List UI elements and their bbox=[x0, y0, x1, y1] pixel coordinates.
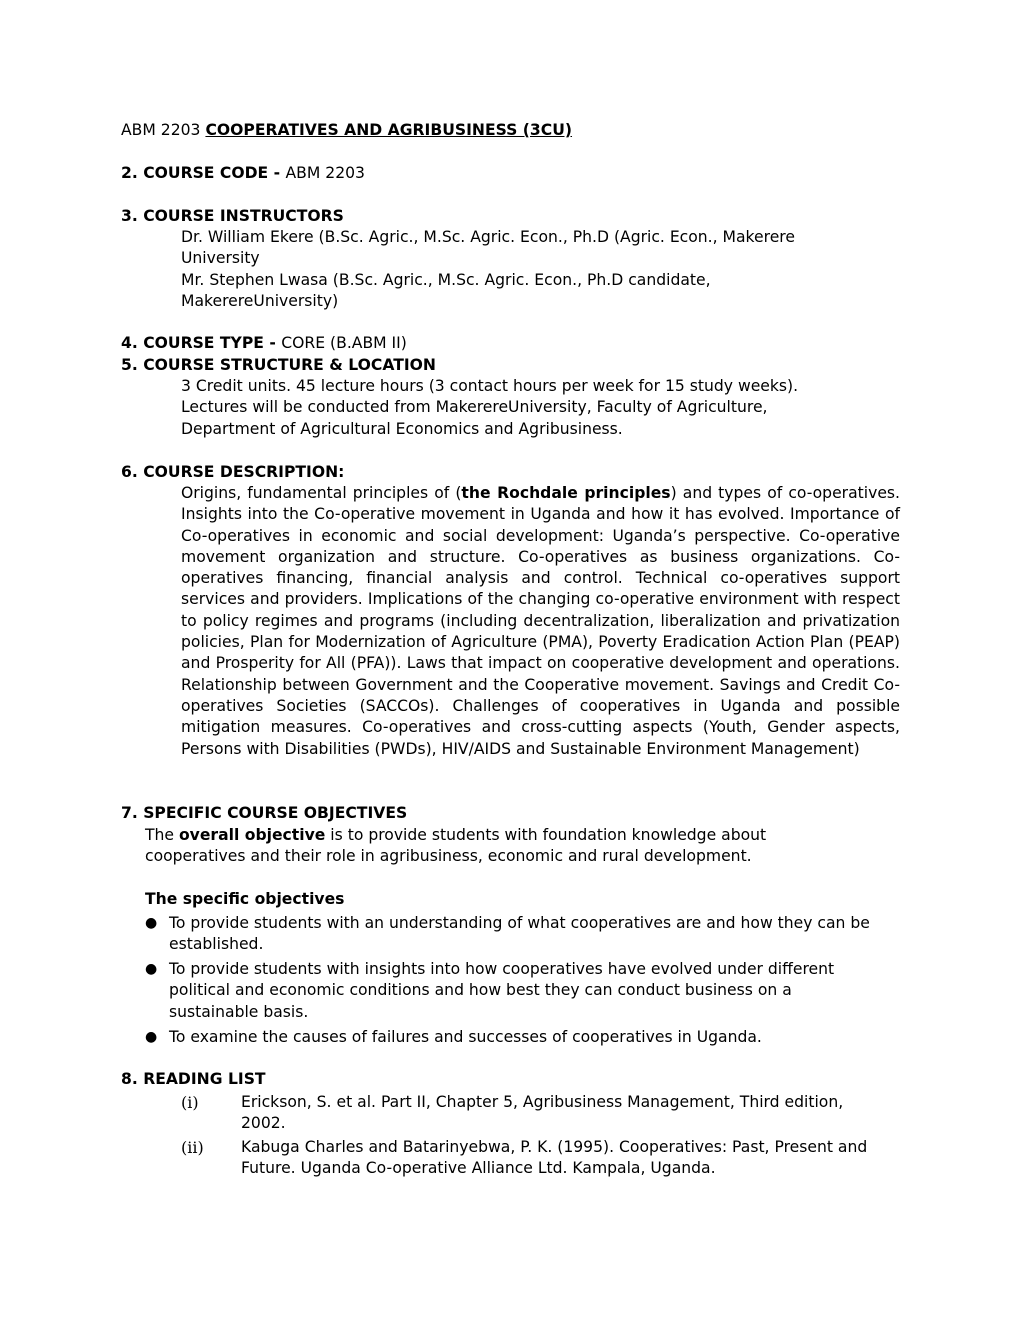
course-type-value: CORE (B.ABM II) bbox=[281, 334, 407, 352]
overall-objective-post: is to provide students with foundation knowledge about cooperatives and their role in agribusiness, economic and rural development. bbox=[145, 826, 767, 866]
reading-number: (ii) bbox=[181, 1137, 204, 1157]
bullet-icon: ● bbox=[145, 1028, 158, 1045]
reading-heading: 8. READING LIST bbox=[121, 1070, 266, 1088]
reading-list bbox=[181, 1092, 881, 1181]
title-course-name: COOPERATIVES AND AGRIBUSINESS (3CU) bbox=[205, 121, 573, 139]
reading-text: Erickson, S. et al. Part II, Chapter 5, Agribusiness Management, Third edition, 2002. bbox=[241, 1093, 844, 1133]
description-paragraph bbox=[181, 483, 900, 760]
objective-text: To examine the causes of failures and successes of cooperatives in Uganda. bbox=[169, 1027, 762, 1046]
title-course-code: ABM 2203 bbox=[121, 121, 201, 139]
document-title bbox=[121, 120, 901, 141]
list-item bbox=[145, 959, 897, 1023]
description-rochdale: the Rochdale principles bbox=[461, 484, 671, 502]
list-item bbox=[145, 1027, 897, 1048]
course-code-line bbox=[121, 163, 901, 184]
course-type-line bbox=[121, 333, 901, 354]
structure-line: Department of Agricultural Economics and Agribusiness. bbox=[181, 419, 623, 438]
specific-objectives-list bbox=[145, 913, 897, 1052]
structure-text bbox=[181, 376, 901, 440]
course-code-label: 2. COURSE CODE - bbox=[121, 164, 286, 182]
list-item bbox=[181, 1092, 881, 1135]
objective-text: To provide students with insights into how cooperatives have evolved under different political and economic conditions and how best they can conduct business on a sustainable basis. bbox=[169, 960, 835, 1021]
structure-heading: 5. COURSE STRUCTURE & LOCATION bbox=[121, 356, 436, 374]
overall-objective-pre: The bbox=[145, 826, 179, 844]
reading-text: Kabuga Charles and Batarinyebwa, P. K. (1995). Cooperatives: Past, Present and Future. Uganda Co-operative Alliance Ltd. Kampala, Uganda. bbox=[241, 1137, 868, 1177]
structure-line: 3 Credit units. 45 lecture hours (3 contact hours per week for 15 study weeks). bbox=[181, 377, 799, 395]
objectives-heading: 7. SPECIFIC COURSE OBJECTIVES bbox=[121, 804, 408, 822]
instructors-heading: 3. COURSE INSTRUCTORS bbox=[121, 207, 344, 225]
instructor-item: Dr. William Ekere (B.Sc. Agric., M.Sc. Agric. Econ., Ph.D (Agric. Econ., Makerere University bbox=[181, 228, 795, 268]
description-heading: 6. COURSE DESCRIPTION: bbox=[121, 463, 345, 481]
list-item bbox=[181, 1137, 881, 1180]
course-code-value: ABM 2203 bbox=[285, 164, 365, 182]
list-item bbox=[145, 913, 897, 956]
bullet-icon: ● bbox=[145, 961, 158, 978]
course-type-label: 4. COURSE TYPE - bbox=[121, 334, 282, 352]
overall-objective-bold: overall objective bbox=[178, 826, 326, 844]
reading-number: (i) bbox=[181, 1093, 199, 1112]
specific-objectives-heading: The specific objectives bbox=[145, 890, 345, 908]
instructor-item: Mr. Stephen Lwasa (B.Sc. Agric., M.Sc. Agric. Econ., Ph.D candidate, MakerereUniversity) bbox=[181, 270, 711, 310]
description-text-post: ) and types of co-operatives. Insights into the Co-operative movement in Uganda and how it has evolved. Importance of Co-operatives in economic and social development: Uganda’s perspective. Co-operative movement organization and structure. Co-operatives as business organizations. Co-operatives financing, financial analysis and control. Technical co-operatives support services and providers. Implications of the changing co-operative environment with respect to policy regimes and programs (including decentralization, liberalization and privatization policies, Plan for Modernization of Agriculture (PMA), Poverty Eradication Action Plan (PEAP) and Prosperity for All (PFA)). Laws that impact on cooperative development and operations. Relationship between Government and the Cooperative movement. Savings and Credit Co-operatives Societies (SACCOs). Challenges of cooperatives in Uganda and possible mitigation measures. Co-operatives and cross-cutting aspects (Youth, Gender aspects, Persons with Disabilities (PWDs), HIV/AIDS and Sustainable Environment Management) bbox=[181, 484, 900, 758]
description-text-pre: Origins, fundamental principles of ( bbox=[181, 484, 462, 502]
bullet-icon: ● bbox=[145, 915, 158, 931]
instructors-list bbox=[181, 227, 861, 312]
overall-objective bbox=[145, 825, 835, 868]
structure-line: Lectures will be conducted from MakerereUniversity, Faculty of Agriculture, bbox=[181, 398, 768, 417]
objective-text: To provide students with an understanding of what cooperatives are and how they can be established. bbox=[169, 914, 870, 954]
